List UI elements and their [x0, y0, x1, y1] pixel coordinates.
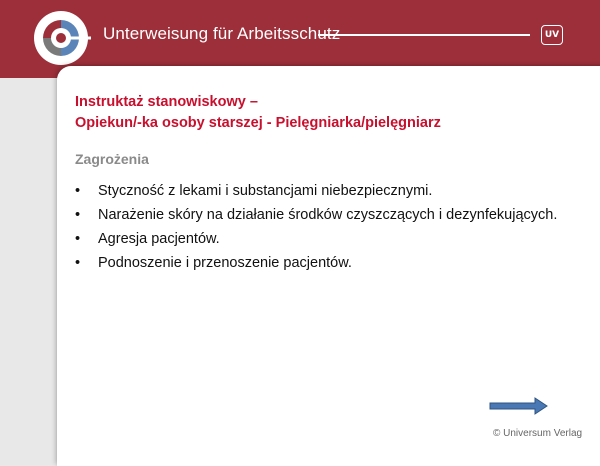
list-item: [75, 204, 557, 228]
arrow-right-icon[interactable]: [489, 396, 549, 416]
list-item-text: Styczność z lekami i substancjami niebezpiecznymi.: [98, 183, 433, 199]
bullet-icon: •: [75, 183, 81, 199]
circular-target-logo-icon: [31, 8, 91, 68]
bullet-icon: •: [75, 207, 81, 223]
slide-title-line-1: Instruktaż stanowiskowy –: [75, 94, 258, 110]
hazards-list: [75, 180, 557, 276]
slide-title-line-2: Opiekun/-ka osoby starszej - Pielęgniarka/pielęgniarz: [75, 115, 441, 131]
course-title: Unterweisung für Arbeitsschutz: [103, 24, 341, 43]
section-subheading: Zagrożenia: [75, 151, 149, 167]
list-item-text: Podnoszenie i przenoszenie pacjentów.: [98, 255, 352, 271]
list-item: [75, 180, 557, 204]
list-item: [75, 252, 557, 276]
list-item-text: Narażenie skóry na działanie środków czyszczących i dezynfekujących.: [98, 207, 558, 223]
copyright-notice: © Universum Verlag: [493, 428, 583, 439]
uv-badge-icon: UV: [541, 25, 563, 45]
list-item: [75, 228, 557, 252]
bullet-icon: •: [75, 231, 81, 247]
slide-title: [75, 92, 441, 134]
header-divider-line: [318, 34, 530, 36]
list-item-text: Agresja pacjentów.: [98, 231, 220, 247]
bullet-icon: •: [75, 255, 81, 271]
